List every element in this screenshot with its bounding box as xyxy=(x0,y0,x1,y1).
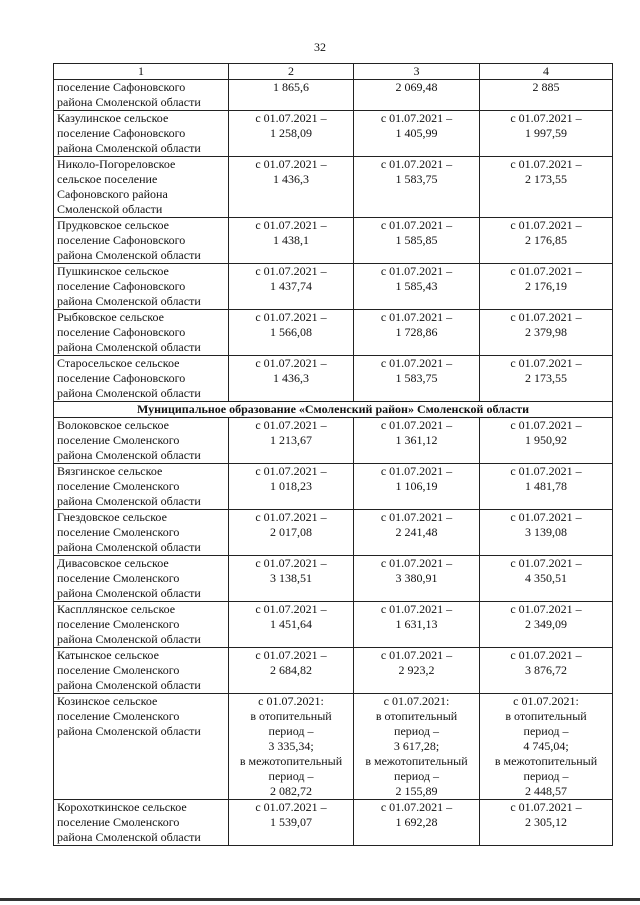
column-header: 1 xyxy=(54,64,229,80)
cell-text-line: с 01.07.2021 – xyxy=(255,602,327,616)
cell-text-line: поселение Сафоновского xyxy=(57,80,186,94)
cell-text-line: 1 583,75 xyxy=(395,172,438,186)
cell-text-line: 1 539,07 xyxy=(270,815,312,829)
cell-text-line: 2 017,08 xyxy=(270,525,312,539)
table-row xyxy=(54,356,613,402)
cell-text-line: района Смоленской области xyxy=(57,678,201,692)
table-row xyxy=(54,157,613,218)
tariff-cell-col2 xyxy=(229,356,354,402)
tariff-cell-col3 xyxy=(354,80,480,111)
cell-text-line: период – xyxy=(523,724,569,738)
cell-text-line: поселение Смоленского xyxy=(57,663,180,677)
cell-text-line: в отопительный xyxy=(505,709,587,723)
cell-text-line: с 01.07.2021 – xyxy=(510,111,582,125)
cell-text-line: с 01.07.2021 – xyxy=(510,800,582,814)
cell-text-line: Николо-Погореловское xyxy=(57,157,176,171)
settlement-name-cell xyxy=(54,111,229,157)
settlement-name-cell xyxy=(54,648,229,694)
cell-text-line: 1 451,64 xyxy=(270,617,312,631)
cell-text-line: с 01.07.2021 – xyxy=(255,111,327,125)
cell-text-line: с 01.07.2021 – xyxy=(380,310,453,324)
settlement-name-cell xyxy=(54,464,229,510)
cell-text-line: Пушкинское сельское xyxy=(57,264,169,278)
tariff-cell-col4 xyxy=(480,418,613,464)
cell-text-line: 1 106,19 xyxy=(395,479,438,493)
tariff-cell-col3 xyxy=(354,157,480,218)
table-row xyxy=(54,418,613,464)
cell-text-line: 1 865,6 xyxy=(273,80,309,94)
tariff-cell-col3 xyxy=(354,264,480,310)
cell-text-line: с 01.07.2021: xyxy=(258,694,324,708)
tariff-cell-col4 xyxy=(480,556,613,602)
table-row xyxy=(54,310,613,356)
cell-text-line: района Смоленской области xyxy=(57,830,201,844)
cell-text-line: поселение Смоленского xyxy=(57,479,180,493)
cell-text-line: 1 213,67 xyxy=(270,433,312,447)
cell-text-line: с 01.07.2021 – xyxy=(380,510,453,524)
cell-text-line: 2 069,48 xyxy=(395,80,438,94)
table-row xyxy=(54,218,613,264)
cell-text-line: с 01.07.2021 – xyxy=(255,310,327,324)
cell-text-line: с 01.07.2021 – xyxy=(510,648,582,662)
cell-text-line: с 01.07.2021 – xyxy=(510,510,582,524)
cell-text-line: поселение Сафоновского xyxy=(57,126,186,140)
cell-text-line: с 01.07.2021 – xyxy=(510,556,582,570)
cell-text-line: поселение Сафоновского xyxy=(57,325,186,339)
cell-text-line: 2 349,09 xyxy=(525,617,567,631)
settlement-name-cell xyxy=(54,310,229,356)
scan-bottom-edge xyxy=(0,898,640,901)
cell-text-line: с 01.07.2021 – xyxy=(380,264,453,278)
tariff-cell-col2 xyxy=(229,510,354,556)
cell-text-line: района Смоленской области xyxy=(57,494,201,508)
settlement-name-cell xyxy=(54,264,229,310)
tariff-cell-col4 xyxy=(480,111,613,157)
cell-text-line: 2 176,85 xyxy=(525,233,567,247)
cell-text-line: с 01.07.2021: xyxy=(513,694,579,708)
cell-text-line: 1 585,85 xyxy=(395,233,438,247)
cell-text-line: в отопительный xyxy=(375,709,458,723)
cell-text-line: Волоковское сельское xyxy=(57,418,169,432)
cell-text-line: с 01.07.2021 – xyxy=(380,157,453,171)
table-row xyxy=(54,111,613,157)
cell-text-line: поселение Смоленского xyxy=(57,709,180,723)
cell-text-line: с 01.07.2021 – xyxy=(510,464,582,478)
cell-text-line: с 01.07.2021 – xyxy=(510,218,582,232)
cell-text-line: 3 138,51 xyxy=(270,571,312,585)
cell-text-line: в межотопительный xyxy=(239,754,343,768)
cell-text-line: с 01.07.2021 – xyxy=(255,556,327,570)
settlement-name-cell xyxy=(54,556,229,602)
cell-text-line: с 01.07.2021 – xyxy=(380,648,453,662)
cell-text-line: поселение Смоленского xyxy=(57,433,180,447)
tariff-cell-col3 xyxy=(354,648,480,694)
cell-text-line: поселение Сафоновского xyxy=(57,279,186,293)
cell-text-line: Рыбковское сельское xyxy=(57,310,164,324)
cell-text-line: Каспллянское сельское xyxy=(57,602,176,616)
tariff-cell-col2 xyxy=(229,310,354,356)
cell-text-line: поселение Сафоновского xyxy=(57,371,186,385)
settlement-name-cell xyxy=(54,418,229,464)
settlement-name-cell xyxy=(54,80,229,111)
cell-text-line: 1 437,74 xyxy=(270,279,312,293)
cell-text-line: с 01.07.2021 – xyxy=(510,602,582,616)
cell-text-line: с 01.07.2021 – xyxy=(255,648,327,662)
cell-text-line: 2 155,89 xyxy=(395,784,438,798)
cell-text-line: поселение Сафоновского xyxy=(57,233,186,247)
cell-text-line: Катынское сельское xyxy=(57,648,159,662)
tariff-cell-col2 xyxy=(229,218,354,264)
table-header-row xyxy=(54,64,613,80)
tariff-cell-col3 xyxy=(354,418,480,464)
tariff-cell-col3 xyxy=(354,510,480,556)
cell-text-line: 2 448,57 xyxy=(525,784,567,798)
tariff-cell-col2 xyxy=(229,264,354,310)
cell-text-line: 2 923,2 xyxy=(398,663,435,677)
cell-text-line: с 01.07.2021 – xyxy=(380,800,453,814)
tariff-cell-col3 xyxy=(354,694,480,800)
cell-text-line: 1 481,78 xyxy=(525,479,567,493)
table-row xyxy=(54,556,613,602)
cell-text-line: период – xyxy=(268,724,314,738)
cell-text-line: 1 566,08 xyxy=(270,325,312,339)
cell-text-line: 2 684,82 xyxy=(270,663,312,677)
table-row xyxy=(54,694,613,800)
cell-text-line: района Смоленской области xyxy=(57,540,201,554)
table-row xyxy=(54,510,613,556)
cell-text-line: 1 692,28 xyxy=(395,815,438,829)
cell-text-line: 3 139,08 xyxy=(525,525,567,539)
tariff-cell-col2 xyxy=(229,648,354,694)
cell-text-line: 1 585,43 xyxy=(395,279,438,293)
cell-text-line: с 01.07.2021 – xyxy=(380,602,453,616)
cell-text-line: с 01.07.2021 – xyxy=(255,510,327,524)
cell-text-line: 2 885 xyxy=(532,80,560,94)
page-number: 32 xyxy=(314,40,326,54)
tariff-cell-col4 xyxy=(480,602,613,648)
cell-text-line: 1 258,09 xyxy=(270,126,312,140)
settlement-name-cell xyxy=(54,510,229,556)
tariff-cell-col4 xyxy=(480,800,613,846)
cell-text-line: сельское поселение xyxy=(57,172,158,186)
tariff-cell-col4 xyxy=(480,464,613,510)
tariff-cell-col2 xyxy=(229,157,354,218)
table-row xyxy=(54,602,613,648)
tariff-cell-col2 xyxy=(229,694,354,800)
tariff-table xyxy=(53,63,613,846)
settlement-name-cell xyxy=(54,356,229,402)
column-header: 4 xyxy=(480,64,613,80)
tariff-cell-col2 xyxy=(229,602,354,648)
cell-text-line: поселение Смоленского xyxy=(57,815,180,829)
settlement-name-cell xyxy=(54,800,229,846)
cell-text-line: 1 438,1 xyxy=(273,233,309,247)
cell-text-line: района Смоленской области xyxy=(57,448,201,462)
cell-text-line: период – xyxy=(394,769,439,783)
cell-text-line: с 01.07.2021 – xyxy=(255,264,327,278)
cell-text-line: Казулинское сельское xyxy=(57,111,169,125)
cell-text-line: 2 082,72 xyxy=(270,784,312,798)
cell-text-line: 1 728,86 xyxy=(395,325,438,339)
cell-text-line: с 01.07.2021 – xyxy=(510,264,582,278)
cell-text-line: в отопительный xyxy=(250,709,332,723)
cell-text-line: с 01.07.2021 – xyxy=(380,556,453,570)
cell-text-line: района Смоленской области xyxy=(57,95,201,109)
tariff-cell-col4 xyxy=(480,510,613,556)
cell-text-line: 2 173,55 xyxy=(525,172,567,186)
table-row xyxy=(54,80,613,111)
cell-text-line: района Смоленской области xyxy=(57,141,201,155)
cell-text-line: 1 436,3 xyxy=(273,371,309,385)
cell-text-line: района Смоленской области xyxy=(57,632,201,646)
cell-text-line: 4 350,51 xyxy=(525,571,567,585)
tariff-cell-col4 xyxy=(480,218,613,264)
cell-text-line: период – xyxy=(268,769,314,783)
cell-text-line: с 01.07.2021 – xyxy=(510,157,582,171)
table-row xyxy=(54,800,613,846)
tariff-cell-col3 xyxy=(354,218,480,264)
tariff-cell-col4 xyxy=(480,157,613,218)
cell-text-line: 3 876,72 xyxy=(525,663,567,677)
tariff-cell-col3 xyxy=(354,602,480,648)
cell-text-line: Сафоновского района xyxy=(57,187,168,201)
cell-text-line: Прудковское сельское xyxy=(57,218,169,232)
cell-text-line: Козинское сельское xyxy=(57,694,158,708)
settlement-name-cell xyxy=(54,694,229,800)
cell-text-line: 1 583,75 xyxy=(395,371,438,385)
tariff-cell-col4 xyxy=(480,356,613,402)
cell-text-line: с 01.07.2021 – xyxy=(510,310,582,324)
cell-text-line: Старосельское сельское xyxy=(57,356,180,370)
cell-text-line: района Смоленской области xyxy=(57,340,201,354)
cell-text-line: 1 018,23 xyxy=(270,479,312,493)
cell-text-line: с 01.07.2021 – xyxy=(510,356,582,370)
tariff-cell-col4 xyxy=(480,694,613,800)
tariff-cell-col2 xyxy=(229,800,354,846)
settlement-name-cell xyxy=(54,157,229,218)
tariff-cell-col2 xyxy=(229,111,354,157)
cell-text-line: с 01.07.2021 – xyxy=(380,356,453,370)
cell-text-line: района Смоленской области xyxy=(57,724,201,738)
tariff-cell-col2 xyxy=(229,464,354,510)
cell-text-line: 1 361,12 xyxy=(395,433,438,447)
cell-text-line: с 01.07.2021 – xyxy=(380,218,453,232)
tariff-cell-col2 xyxy=(229,80,354,111)
cell-text-line: период – xyxy=(523,769,569,783)
cell-text-line: 1 631,13 xyxy=(395,617,438,631)
tariff-cell-col4 xyxy=(480,648,613,694)
cell-text-line: района Смоленской области xyxy=(57,294,201,308)
cell-text-line: 2 241,48 xyxy=(395,525,438,539)
cell-text-line: 2 379,98 xyxy=(525,325,567,339)
cell-text-line: в межотопительный xyxy=(494,754,598,768)
column-header: 3 xyxy=(354,64,480,80)
cell-text-line: с 01.07.2021 – xyxy=(255,418,327,432)
cell-text-line: с 01.07.2021 – xyxy=(255,356,327,370)
cell-text-line: с 01.07.2021 – xyxy=(380,464,453,478)
cell-text-line: Гнездовское сельское xyxy=(57,510,167,524)
cell-text-line: Дивасовское сельское xyxy=(57,556,169,570)
settlement-name-cell xyxy=(54,602,229,648)
cell-text-line: 3 335,34; xyxy=(268,739,314,753)
cell-text-line: с 01.07.2021: xyxy=(383,694,450,708)
cell-text-line: с 01.07.2021 – xyxy=(255,218,327,232)
table-row xyxy=(54,264,613,310)
tariff-cell-col3 xyxy=(354,356,480,402)
cell-text-line: поселение Смоленского xyxy=(57,571,180,585)
cell-text-line: 2 173,55 xyxy=(525,371,567,385)
cell-text-line: в межотопительный xyxy=(365,754,468,768)
cell-text-line: Вязгинское сельское xyxy=(57,464,163,478)
cell-text-line: 1 950,92 xyxy=(525,433,567,447)
tariff-cell-col2 xyxy=(229,418,354,464)
column-header: 2 xyxy=(229,64,354,80)
cell-text-line: 1 405,99 xyxy=(395,126,438,140)
tariff-cell-col3 xyxy=(354,800,480,846)
cell-text-line: района Смоленской области xyxy=(57,386,201,400)
cell-text-line: с 01.07.2021 – xyxy=(255,464,327,478)
cell-text-line: с 01.07.2021 – xyxy=(380,418,453,432)
cell-text-line: 2 176,19 xyxy=(525,279,567,293)
tariff-cell-col4 xyxy=(480,264,613,310)
cell-text-line: 2 305,12 xyxy=(525,815,567,829)
cell-text-line: 3 617,28; xyxy=(393,739,440,753)
cell-text-line: с 01.07.2021 – xyxy=(255,800,327,814)
cell-text-line: района Смоленской области xyxy=(57,586,201,600)
section-title: Муниципальное образование «Смоленский район» Смоленской области xyxy=(54,402,613,418)
tariff-cell-col3 xyxy=(354,111,480,157)
tariff-cell-col2 xyxy=(229,556,354,602)
table-row xyxy=(54,648,613,694)
cell-text-line: 4 745,04; xyxy=(523,739,569,753)
tariff-cell-col4 xyxy=(480,80,613,111)
cell-text-line: поселение Смоленского xyxy=(57,617,180,631)
tariff-cell-col3 xyxy=(354,464,480,510)
cell-text-line: Смоленской области xyxy=(57,202,163,216)
tariff-cell-col3 xyxy=(354,310,480,356)
cell-text-line: района Смоленской области xyxy=(57,248,201,262)
cell-text-line: с 01.07.2021 – xyxy=(255,157,327,171)
cell-text-line: 1 436,3 xyxy=(273,172,309,186)
section-row xyxy=(54,402,613,418)
cell-text-line: с 01.07.2021 – xyxy=(510,418,582,432)
tariff-cell-col3 xyxy=(354,556,480,602)
cell-text-line: с 01.07.2021 – xyxy=(380,111,453,125)
cell-text-line: 1 997,59 xyxy=(525,126,567,140)
tariff-cell-col4 xyxy=(480,310,613,356)
table-row xyxy=(54,464,613,510)
cell-text-line: Корохоткинское сельское xyxy=(57,800,187,814)
cell-text-line: поселение Смоленского xyxy=(57,525,180,539)
cell-text-line: 3 380,91 xyxy=(395,571,438,585)
settlement-name-cell xyxy=(54,218,229,264)
cell-text-line: период – xyxy=(394,724,439,738)
